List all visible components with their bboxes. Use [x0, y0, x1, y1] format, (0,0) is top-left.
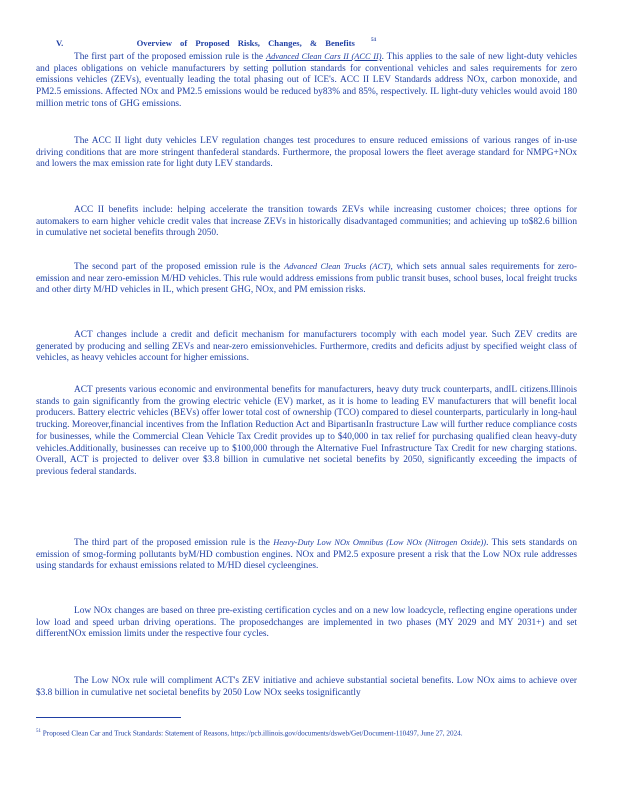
paragraph-text: ACT changes include a credit and deficit mechanism for manufacturers tocomply with each model year. Such ZEV credits are generated by producing and selling ZEVs and near-zero emissionvehicles. Furthermore, credits and deficits adjust by specified weight class of vehicles, as heavy vehicles account for higher emissions.: [36, 330, 577, 364]
paragraph-text: The ACC II light duty vehicles LEV regulation changes test procedures to ensure reduced emissions of various ranges of in-use driving conditions that are more stringent thanfederal standards. Furthermore, the proposal lowers the fleet average standard for NMPG+NOx and lowers the max emission rate for light duty LEV standards.: [36, 136, 577, 170]
paragraph-text: . This sets standards on emission of smog-forming pollutants byM/HD combustion engines. NOx and PM2.5 exposure present a risk that the Low NOx rule addresses using standards for exhaust emissions related to M/HD diesel cycleengines.: [36, 538, 577, 572]
act-citation: Advanced Clean Trucks (ACT): [284, 262, 391, 271]
low-nox-citation: Heavy-Duty Low NOx Omnibus (Low NOx (Nitrogen Oxide)): [273, 538, 487, 547]
paragraph-act-benefits: [36, 385, 577, 479]
paragraph-text: The third part of the proposed emission rule is the: [74, 538, 274, 548]
paragraph-text: The first part of the proposed emission rule is the: [74, 52, 266, 62]
footnote: [36, 726, 577, 739]
paragraph-text: The second part of the proposed emission rule is the: [74, 262, 285, 272]
paragraph-text: ACC II benefits include: helping accelerate the transition towards ZEVs while increasing customer choices; three options for automakers to earn higher vehicle credit vales that increase ZEVs in historically disadvantaged communities; and achieving up to$82.6 billion in cumulative net societal benefits through 2050.: [36, 205, 577, 239]
paragraph-low-nox-benefits: [36, 676, 577, 699]
paragraph-low-nox-intro: [36, 537, 577, 573]
paragraph-acc-ii-benefits: [36, 205, 577, 240]
paragraph-act-intro: [36, 261, 577, 297]
section-footnote-ref: 51: [370, 37, 377, 44]
paragraph-text: , which sets annual sales requirements for zero-emission and near zero-emission M/HD vehicles. This rule would address emissions from public transit buses, school buses, local freight trucks and other dirty M/HD vehicles in IL, which present GHG, NOx, and PM emission risks.: [36, 262, 577, 296]
acc-ii-citation-link[interactable]: Advanced Clean Cars II (ACC II): [265, 52, 382, 61]
paragraph-low-nox-changes: [36, 606, 577, 641]
paragraph-text: ACT presents various economic and environmental benefits for manufacturers, heavy duty truck counterparts, andIL citizens.Illinois stands to gain significantly from the growing electric vehicle (EV) market, as it is home to leading EV manufacturers that will benefit local producers. Battery electric vehicles (BEVs) offer lower total cost of ownership (TCO) compared to diesel counterparts, particularly in long-haul trucking. Moreover,financial incentives from the Inflation Reduction Act and BipartisanIn frastructure Law will further reduce compliance costs for businesses, while the Commercial Clean Vehicle Tax Credit provides up to $40,000 in tax relief for purchasing qualified clean heavy-duty vehicles.Additionally, businesses can receive up to $100,000 through the Alternative Fuel Infrastructure Tax Credit for new charging stations. Overall, ACT is projected to deliver over $3.8 billion in cumulative net societal benefits by 2050, significantly exceeding the impacts of previous federal standards.: [36, 385, 577, 477]
paragraph-text: . This applies to the sale of new light-duty vehicles and places obligations on vehicle manufacturers by setting pollution standards for conventional vehicles and sales requirements for zero emissions vehicles (ZEVs), eventually leading the total phasing out of ICE's. ACC II LEV Standards address NOx, carbon monoxide, and PM2.5 emissions. Affected NOx and PM2.5 emissions would be reduced by83% and 85%, respectively. IL light-duty vehicles would avoid 180 million metric tons of GHG emissions.: [36, 52, 577, 109]
footnote-text[interactable]: Proposed Clean Car and Truck Standards: Statement of Reasons, https://pcb.illinois.gov/documents/dsweb/Get/Document-110497, June 27, 2024.: [42, 729, 463, 738]
section-number: V.: [56, 38, 64, 48]
section-title: Overview of Proposed Risks, Changes, & Benefits: [136, 38, 355, 48]
paragraph-text: The Low NOx rule will compliment ACT's ZEV initiative and achieve substantial societal benefits. Low NOx aims to achieve over $3.8 billion in cumulative net societal benefits by 2050 Low NOx seeks tosignificantly: [36, 676, 577, 698]
paragraph-text: Low NOx changes are based on three pre-existing certification cycles and on a new low loadcycle, reflecting engine operations under low load and speed urban driving operations. The proposedchanges are implemented in two phases (MY 2029 and MY 2031+) and set differentNOx emission limits under the respective four cycles.: [36, 606, 577, 640]
section-heading: [56, 38, 476, 48]
paragraph-act-credits: [36, 330, 577, 365]
paragraph-acc-ii-intro: [36, 51, 577, 111]
footnote-divider: [36, 717, 181, 718]
paragraph-acc-ii-lev: [36, 136, 577, 171]
footnote-number: 51: [36, 729, 41, 734]
